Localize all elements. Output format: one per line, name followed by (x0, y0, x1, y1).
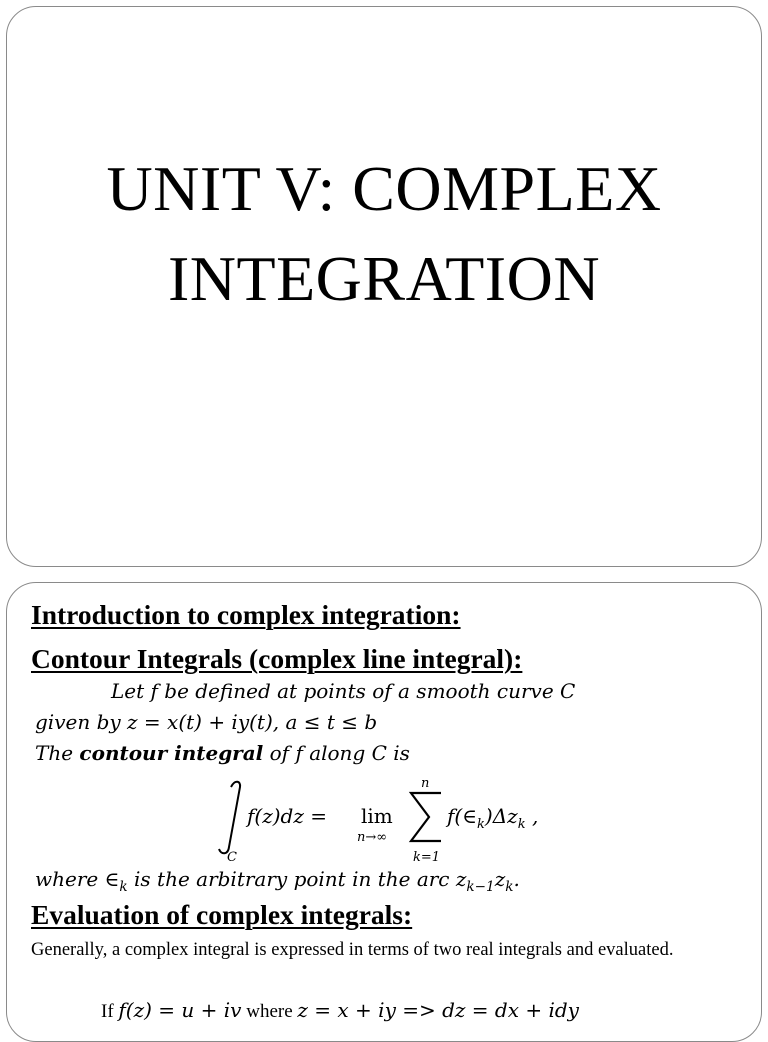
summation-sign (411, 793, 441, 841)
definition-line-3 (35, 741, 410, 765)
line4-sub2: k−1 (466, 878, 495, 895)
if-where: where (241, 1001, 298, 1022)
term-subscript: k (477, 817, 485, 832)
if-math-2: z = x + iy => dz = dx + idy (297, 998, 579, 1022)
formula-lhs: f(z)dz = (247, 804, 327, 828)
line4-z: z (494, 867, 506, 891)
formula-svg (207, 775, 607, 865)
formula-lim: lim (361, 804, 393, 828)
line4-prefix: where ∈ (35, 867, 120, 891)
title-slide (6, 6, 762, 567)
term-subscript-2: k (517, 817, 526, 832)
line4-mid: is the arbitrary point in the arc z (127, 867, 467, 891)
line4-end: . (513, 867, 520, 891)
slide-title-line-2: INTEGRATION (167, 243, 601, 314)
sum-upper-limit: n (421, 776, 430, 791)
contour-integral-formula (207, 775, 607, 865)
line4-sub: k (119, 878, 128, 895)
line4-sub3: k (505, 878, 514, 895)
sum-lower-limit: k=1 (413, 850, 441, 865)
slide-title-line-1: UNIT V: COMPLEX (106, 153, 662, 224)
heading-evaluation: Evaluation of complex integrals: (31, 899, 413, 930)
term-end: , (525, 804, 539, 828)
line3-prefix: The (35, 741, 80, 765)
term-f: f(∈ (447, 804, 478, 828)
definition-line-2: given by z = x(t) + iy(t), a ≤ t ≤ b (35, 710, 378, 734)
integral-sign (219, 782, 240, 854)
content-slide (6, 582, 762, 1042)
definition-line-4 (35, 867, 520, 895)
line3-suffix: of f along C is (263, 741, 410, 765)
definition-line-1: Let f be defined at points of a smooth curve C (111, 679, 576, 703)
integral-subscript: C (227, 850, 237, 865)
if-math-1: f(z) = u + iv (118, 998, 242, 1022)
if-line (101, 998, 579, 1023)
term-delta: )Δz (484, 804, 518, 828)
heading-contour-integrals: Contour Integrals (complex line integral): (31, 643, 523, 674)
contour-integral-term: contour integral (79, 741, 264, 765)
if-word: If (101, 1001, 119, 1022)
formula-lim-subscript: n→∞ (357, 830, 388, 845)
formula-term (445, 804, 538, 832)
evaluation-paragraph: Generally, a complex integral is expressed in terms of two real integrals and evaluated. (31, 940, 674, 960)
heading-introduction: Introduction to complex integration: (31, 599, 461, 630)
